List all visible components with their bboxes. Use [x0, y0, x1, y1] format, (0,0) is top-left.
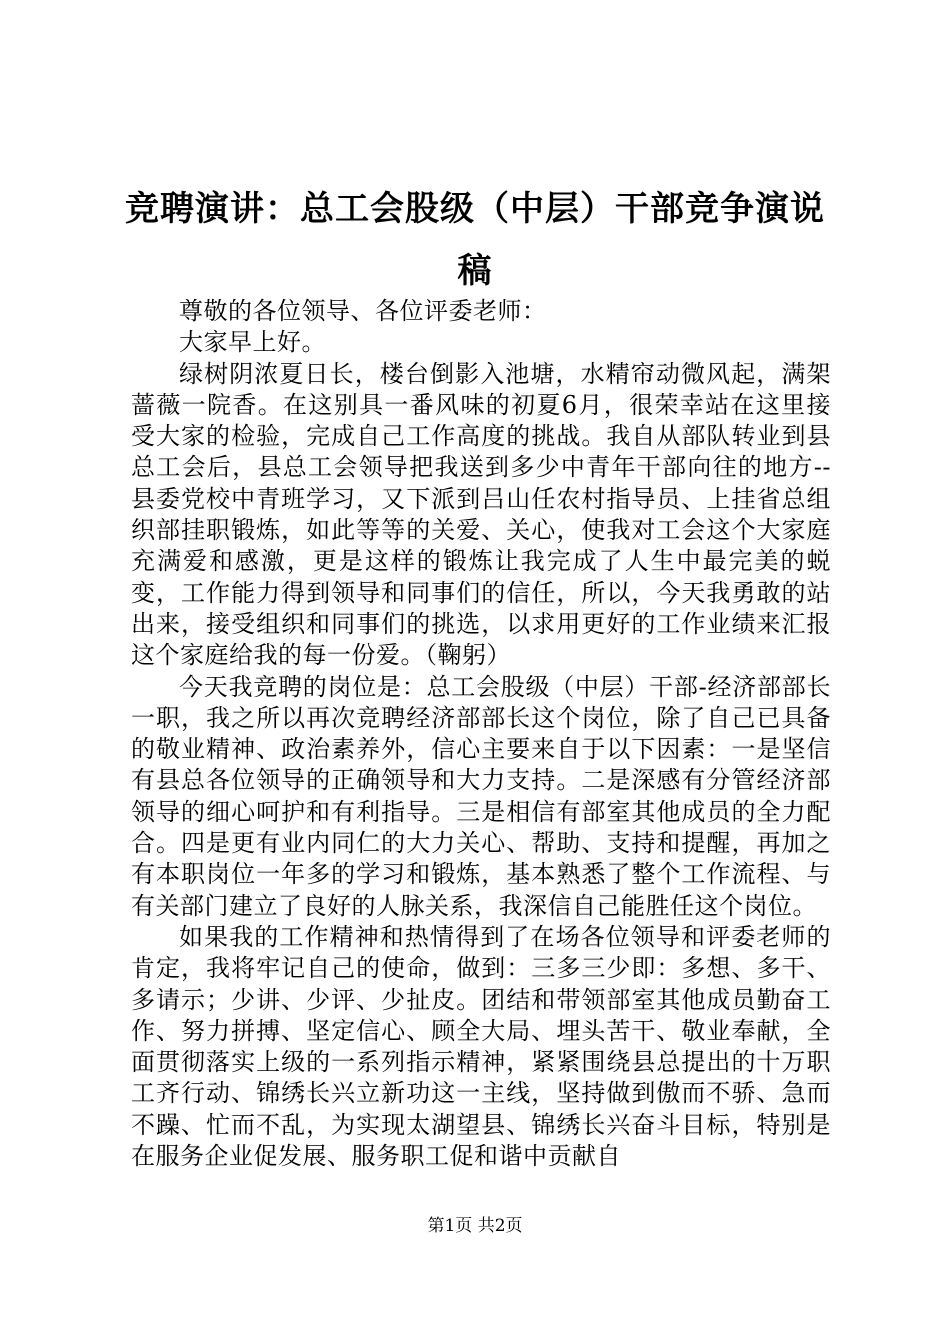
body-paragraph: 绿树阴浓夏日长，楼台倒影入池塘，水精帘动微风起，满架蔷薇一院香。在这别具一番风味的初夏6月，很荣幸站在这里接受大家的检验，完成自己工作高度的挑战。我自从部队转业到县总工会后，县总工会领导把我送到多少中青年干部向往的地方--县委党校中青班学习，又下派到吕山任农村指导员、上挂省总组织部挂职锻炼，如此等等的关爱、关心，使我对工会这个大家庭充满爱和感激，更是这样的锻炼让我完成了人生中最完美的蜕变，工作能力得到领导和同事们的信任，所以，今天我勇敢的站出来，接受组织和同事们的挑选，以求用更好的工作业绩来汇报这个家庭给我的每一份爱。（鞠躬） [131, 359, 831, 670]
body-paragraph: 如果我的工作精神和热情得到了在场各位领导和评委老师的肯定，我将牢记自己的使命，做到：三多三少即：多想、多干、多请示；少讲、少评、少扯皮。团结和带领部室其他成员勤奋工作、努力拼搏、坚定信心、顾全大局、埋头苦干、敬业奉献，全面贯彻落实上级的一系列指示精神，紧紧围绕县总提出的十万职工齐行动、锦绣长兴立新功这一主线，坚持做到傲而不骄、急而不躁、忙而不乱，为实现太湖望县、锦绣长兴奋斗目标，特别是在服务企业促发展、服务职工促和谐中贡献自 [131, 922, 831, 1171]
document-title: 竞聘演讲：总工会股级（中层）干部竞争演说稿 [125, 189, 825, 291]
greeting: 大家早上好。 [179, 328, 326, 357]
page-number-footer: 第1页 共2页 [427, 1216, 523, 1236]
body-paragraph: 今天我竞聘的岗位是：总工会股级（中层）干部-经济部部长一职，我之所以再次竞聘经济部部长这个岗位，除了自己已具备的敬业精神、政治素养外，信心主要来自于以下因素：一是坚信有县总各位领导的正确领导和大力支持。二是深感有分管经济部领导的细心呵护和有利指导。三是相信有部室其他成员的全力配合。四是更有业内同仁的大力关心、帮助、支持和提醒，再加之有本职岗位一年多的学习和锻炼，基本熟悉了整个工作流程、与有关部门建立了良好的人脉关系，我深信自己能胜任这个岗位。 [131, 672, 831, 920]
salutation: 尊敬的各位领导、各位评委老师： [179, 297, 547, 325]
document-body [131, 296, 831, 1172]
